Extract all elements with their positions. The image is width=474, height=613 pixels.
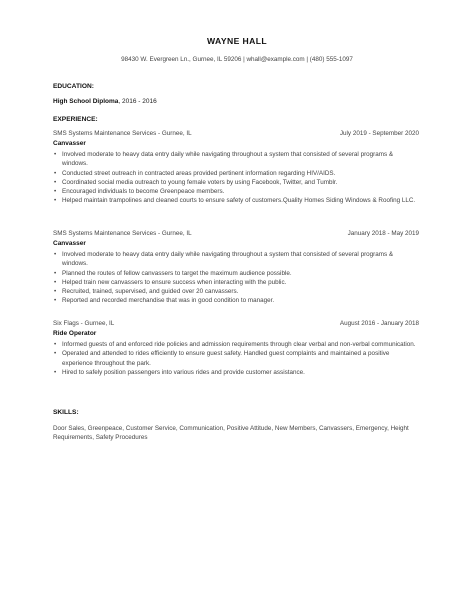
skills-heading: SKILLS: [53, 409, 79, 416]
bullet-item: • Operated and attended to rides efficiently to ensure guest safety. Handled guest complaints and maintained a positive experience throughout the park. [53, 349, 419, 368]
bullet-item: • Helped train new canvassers to ensure success when interacting with the public. [53, 278, 419, 287]
bullet-item: • Helped maintain trampolines and cleaned courts to ensure safety of customers.Quality Homes Siding Windows & Roofing LLC. [53, 196, 419, 205]
job-dates: January 2018 - May 2019 [347, 230, 419, 237]
degree-name: High School Diploma [53, 98, 119, 105]
bullet-item: • Involved moderate to heavy data entry daily while navigating throughout a system that consisted of several programs & windows. [53, 150, 419, 169]
bullet-item: • Coordinated social media outreach to young female voters by using Facebook, Twitter, and Tumblr. [53, 178, 419, 187]
bullet-item: • Reported and recorded merchandise that was in good condition to manager. [53, 296, 419, 305]
job-entry [53, 320, 419, 377]
bullet-item: • Hired to safely position passengers into various rides and provide customer assistance. [53, 368, 419, 377]
job-bullets [53, 250, 419, 306]
job-title: Ride Operator [53, 330, 97, 337]
job-title: Canvasser [53, 140, 86, 147]
job-entry [53, 130, 419, 206]
bullet-item: • Planned the routes of fellow canvassers to target the maximum audience possible. [53, 269, 419, 278]
experience-heading: EXPERIENCE: [53, 116, 98, 123]
bullet-item: • Encouraged individuals to become Greenpeace members. [53, 187, 419, 196]
job-dates: July 2019 - September 2020 [339, 130, 419, 137]
job-entry [53, 230, 419, 306]
employer-name: SMS Systems Maintenance Services - Gurnee, IL [53, 230, 192, 237]
bullet-item: • Recruited, trained, supervised, and guided over 20 canvassers. [53, 287, 419, 296]
education-heading: EDUCATION: [53, 83, 94, 90]
job-dates: August 2016 - January 2018 [339, 320, 419, 327]
job-bullets [53, 340, 419, 377]
employer-name: SMS Systems Maintenance Services - Gurnee, IL [53, 130, 192, 137]
contact-info: 98430 W. Evergreen Ln., Gurnee, IL 59206 | whall@example.com | (480) 555-1097 [121, 56, 353, 63]
bullet-item: • Informed guests of and enforced ride policies and admission requirements through clear verbal and non-verbal communication. [53, 340, 419, 349]
job-title: Canvasser [53, 240, 86, 247]
degree-dates: , 2016 - 2016 [118, 98, 157, 105]
bullet-item: • Conducted street outreach in contracted areas provided pertinent information regarding HIV/AIDS. [53, 169, 419, 178]
education-entry [53, 98, 157, 105]
skills-list: Door Sales, Greenpeace, Customer Service, Communication, Positive Attitude, New Members, Canvassers, Emergency, Height Requirements, Safety Procedures [53, 425, 409, 442]
candidate-name: WAYNE HALL [206, 36, 268, 46]
job-bullets [53, 150, 419, 206]
bullet-item: • Involved moderate to heavy data entry daily while navigating throughout a system that consisted of several programs & windows. [53, 250, 419, 269]
employer-name: Six Flags - Gurnee, IL [53, 320, 115, 327]
